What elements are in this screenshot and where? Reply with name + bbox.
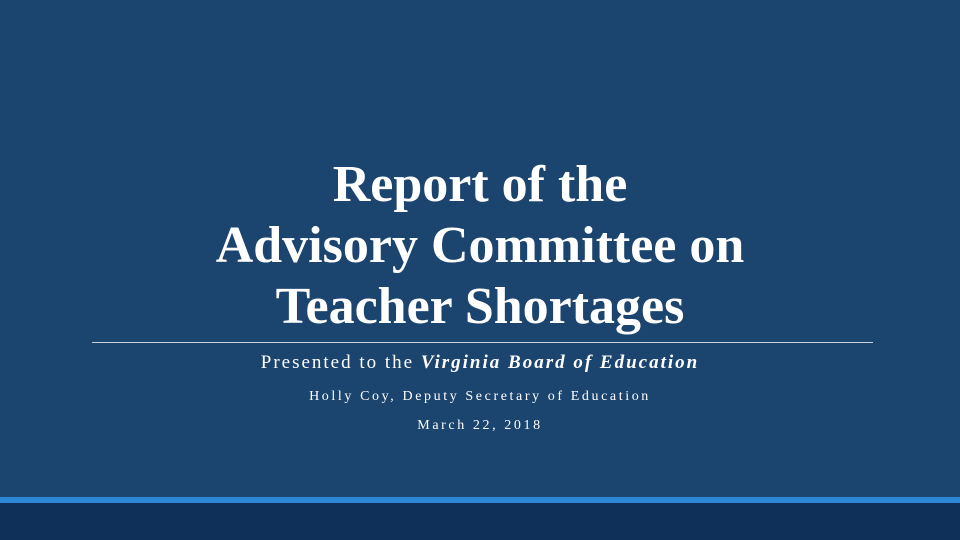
- title-divider: [92, 342, 873, 343]
- title-line-2: Advisory Committee on: [215, 217, 745, 274]
- subtitle-prefix: Presented to the: [260, 352, 421, 373]
- title-line-1: Report of the: [332, 156, 628, 213]
- slide-title: [0, 154, 960, 337]
- slide-subtitle: [0, 351, 960, 375]
- subtitle-emphasis: Virginia Board of Education: [420, 352, 700, 373]
- presentation-date: March 22, 2018: [417, 418, 543, 433]
- bottom-band: [0, 503, 960, 540]
- presenter-line: Holly Coy, Deputy Secretary of Education: [309, 389, 651, 404]
- title-line-3: Teacher Shortages: [275, 278, 685, 335]
